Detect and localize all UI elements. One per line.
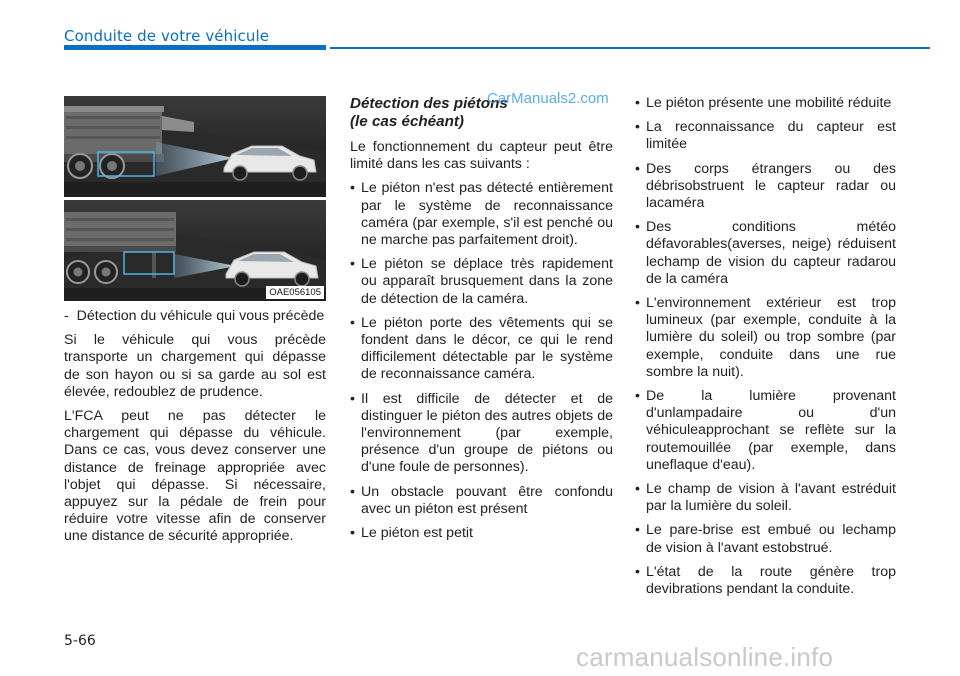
list-item-text: Le pare-brise est embué ou lechamp de vision à l'avant estobstrué. <box>646 522 896 556</box>
list-item <box>350 256 613 308</box>
list-item-text: Le piéton présente une mobilité réduite <box>646 95 892 111</box>
bullet-list <box>350 180 613 542</box>
list-item <box>635 522 896 556</box>
list-item-text: L'état de la route génère trop devibrations pendant la conduite. <box>646 563 896 598</box>
bullet-glyph: • <box>635 119 640 136</box>
bullet-glyph: • <box>635 563 640 580</box>
header-bar-thin <box>330 47 930 49</box>
list-item-text: Le champ de vision à l'avant estréduit par la lumière du soleil. <box>646 481 896 515</box>
list-item <box>350 315 613 384</box>
list-item <box>350 180 613 249</box>
heading-line-2: (le cas échéant) <box>350 113 464 130</box>
list-item <box>635 295 896 381</box>
column-2 <box>350 95 613 549</box>
bullet-glyph: • <box>350 525 355 542</box>
footer-watermark: carmanualsonline.info <box>576 642 834 672</box>
figure-code: OAE056105 <box>266 286 324 299</box>
list-item <box>350 484 613 518</box>
page-number: 5-66 <box>64 633 96 649</box>
bullet-glyph: • <box>635 481 640 498</box>
watermark-carmanuals2: CarManuals2.com <box>487 90 609 107</box>
list-item-text: Il est difficile de détecter et de distinguer le piéton des autres objets de l'environnement (par exemple, présence d'un groupe de piétons ou d'une foule de personnes). <box>361 390 613 476</box>
bullet-glyph: • <box>350 256 355 273</box>
list-item-text: La reconnaissance du capteur est limitée <box>646 119 896 153</box>
list-item-text: Un obstacle pouvant être confondu avec un piéton est présent <box>361 483 613 517</box>
bullet-glyph: • <box>635 95 640 111</box>
list-item <box>635 388 896 474</box>
bullet-glyph: • <box>350 483 355 500</box>
column-1 <box>64 308 326 553</box>
column-3 <box>635 95 896 605</box>
list-item <box>635 481 896 515</box>
list-item <box>635 95 896 112</box>
list-item-text: Des corps étrangers ou des débrisobstruent le capteur radar ou lacaméra <box>646 160 896 212</box>
truck-scene-top <box>64 96 326 197</box>
list-item-text: De la lumière provenant d'unlampadaire ou d'un véhiculeapprochant se reflète sur la routemouillée (par exemple, dans uneflaque d'eau). <box>646 388 896 473</box>
list-item-text: Le piéton est petit <box>361 525 474 542</box>
header-bar-thick <box>64 45 326 50</box>
illustration-truck-top <box>64 96 326 197</box>
paragraph: L'FCA peut ne pas détecter le chargement qui dépasse du véhicule. Dans ce cas, vous devez conserver une distance de freinage appropriée avec l'objet qui dépasse. Si nécessaire, appuyez sur la pédale de frein pour réduire votre vitesse afin de conserver une distance de sécurité appropriée. <box>64 408 326 545</box>
list-item <box>350 391 613 477</box>
intro-paragraph: Le fonctionnement du capteur peut être limité dans les cas suivants : <box>350 139 613 173</box>
list-item <box>635 219 896 288</box>
bullet-glyph: • <box>350 314 355 331</box>
list-item-text: Le piéton se déplace très rapidement ou apparaît brusquement dans la zone de détection de la caméra. <box>361 256 613 307</box>
bullet-glyph: • <box>635 295 640 312</box>
dash-glyph: - <box>64 308 69 324</box>
bullet-glyph: • <box>350 390 355 407</box>
dash-item-text: Détection du véhicule qui vous précède <box>76 308 325 324</box>
list-item-text: Le piéton porte des vêtements qui se fondent dans le décor, ce qui le rend difficilement détectable par le système de reconnaissance caméra. <box>361 314 613 383</box>
bullet-glyph: • <box>635 388 640 405</box>
bullet-glyph: • <box>635 219 640 236</box>
dash-list-item <box>64 308 326 325</box>
list-item-text: L'environnement extérieur est trop lumineux (par exemple, conduite à la lumière du soleil) ou trop sombre (par exemple, conduite dans une rue sombre la nuit). <box>646 295 896 380</box>
bullet-glyph: • <box>635 160 640 177</box>
list-item <box>635 161 896 213</box>
list-item <box>350 525 613 542</box>
list-item <box>635 564 896 598</box>
section-title: Conduite de votre véhicule <box>64 27 270 45</box>
bullet-list <box>635 95 896 598</box>
list-item-text: Des conditions météo défavorables(averses, neige) réduisent lechamp de vision du capteur radarou de la caméra <box>646 219 896 287</box>
bullet-glyph: • <box>635 522 640 539</box>
list-item <box>635 119 896 153</box>
heading-line-1: Détection des piétons <box>350 95 508 112</box>
paragraph: Si le véhicule qui vous précède transporte un chargement qui dépasse de son hayon ou si sa garde au sol est élevée, redoublez de prudence. <box>64 332 326 400</box>
illustration-truck-bottom <box>64 200 326 301</box>
list-item-text: Le piéton n'est pas détecté entièrement par le système de reconnaissance caméra (par exemple, s'il est penché ou ne marche pas parfaitement droit). <box>361 180 613 249</box>
bullet-glyph: • <box>350 180 355 197</box>
